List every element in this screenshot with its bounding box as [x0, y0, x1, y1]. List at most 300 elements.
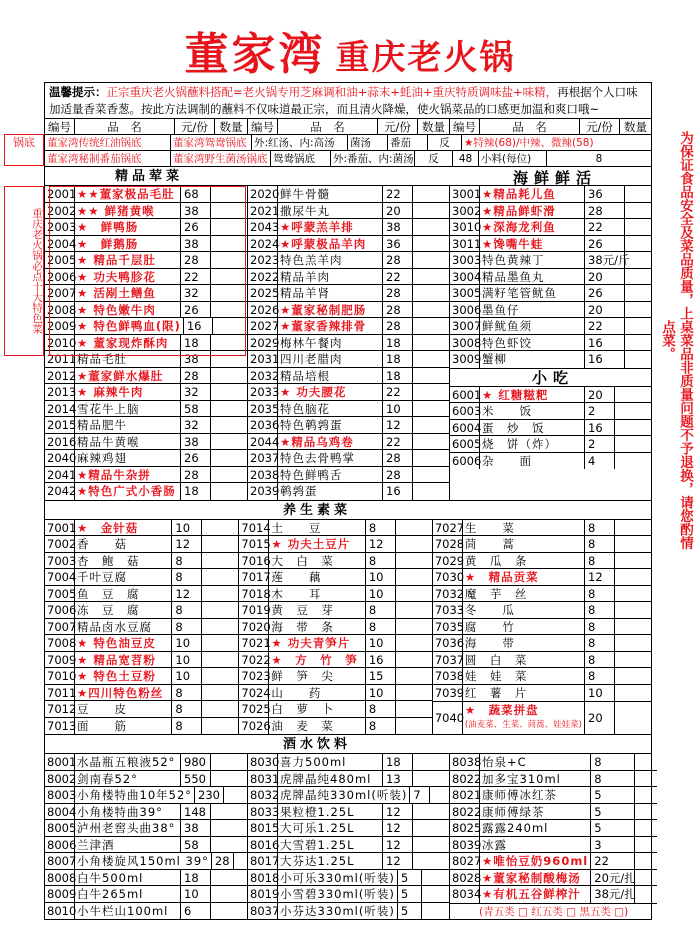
item-qty[interactable] [615, 652, 651, 668]
soup-cell[interactable]: 反 [428, 135, 462, 150]
menu-item-row[interactable] [45, 652, 238, 669]
menu-item-row[interactable] [450, 420, 651, 437]
menu-item-row[interactable] [450, 804, 657, 821]
menu-item-row[interactable] [45, 804, 247, 821]
menu-item-row[interactable] [248, 219, 449, 236]
item-qty[interactable] [635, 820, 657, 836]
item-qty[interactable] [625, 269, 651, 285]
item-price: 58 [181, 837, 211, 853]
item-price: 10 [366, 569, 396, 585]
menu-item-row[interactable] [248, 804, 449, 821]
menu-item-row[interactable] [45, 787, 247, 804]
menu-item-row[interactable] [239, 553, 431, 570]
soup-cell[interactable]: 董家湾野生菌汤锅底 [171, 151, 271, 166]
menu-item-row[interactable] [450, 186, 651, 203]
item-qty[interactable] [202, 685, 238, 701]
menu-item-row[interactable] [45, 886, 247, 903]
header-cell: 元/份 [580, 119, 620, 134]
platter-row[interactable] [433, 701, 651, 734]
item-qty[interactable] [635, 787, 657, 803]
item-qty[interactable] [413, 804, 449, 820]
menu-item-row[interactable] [433, 668, 651, 685]
menu-item-row[interactable] [248, 754, 449, 771]
menu-item-row[interactable] [45, 853, 247, 870]
item-qty[interactable] [615, 702, 651, 734]
menu-item-row[interactable] [45, 718, 238, 735]
item-qty[interactable] [211, 434, 247, 450]
menu-item-row[interactable] [248, 252, 449, 269]
item-qty[interactable] [635, 754, 657, 770]
item-qty[interactable] [211, 384, 247, 400]
menu-item-row[interactable] [239, 586, 431, 603]
item-code: 8030 [250, 755, 280, 769]
menu-item-row[interactable] [450, 886, 657, 903]
menu-item-row[interactable] [248, 401, 449, 418]
item-code: 2015 [47, 418, 77, 432]
item-qty[interactable] [413, 417, 449, 433]
item-price: 550 [181, 771, 211, 787]
item-qty[interactable] [635, 837, 657, 853]
item-qty[interactable] [625, 351, 651, 368]
header-cell: 品 名 [480, 119, 580, 134]
item-qty[interactable] [615, 602, 651, 618]
menu-item-row[interactable] [248, 236, 449, 253]
item-name: 面 筋 [75, 718, 172, 735]
menu-item-row[interactable] [248, 870, 449, 887]
item-price: 5 [398, 903, 422, 920]
item-qty[interactable] [615, 569, 651, 585]
item-qty[interactable] [635, 886, 657, 903]
menu-item-row[interactable] [248, 787, 449, 804]
item-price: 16 [184, 318, 213, 334]
menu-item-row[interactable] [450, 787, 657, 804]
menu-item-row[interactable] [45, 602, 238, 619]
menu-item-row[interactable] [45, 870, 247, 887]
menu-item-row[interactable] [45, 820, 247, 837]
item-qty[interactable] [413, 368, 449, 384]
menu-item-row[interactable] [248, 285, 449, 302]
menu-item-row[interactable] [248, 903, 449, 920]
item-qty[interactable] [202, 619, 238, 635]
item-qty[interactable] [396, 619, 432, 635]
menu-item-row[interactable] [450, 754, 657, 771]
item-price: 10 [366, 635, 396, 651]
menu-item-row[interactable] [239, 701, 431, 718]
soup-cell[interactable]: 董家湾秘制番茄锅底 [45, 151, 171, 166]
item-qty[interactable] [413, 467, 449, 483]
item-code: 7021 [241, 636, 271, 650]
item-code: 3011 [452, 236, 482, 251]
item-qty[interactable] [396, 520, 432, 536]
item-price: 18 [181, 483, 211, 500]
item-qty[interactable] [615, 685, 651, 702]
menu-item-row[interactable] [450, 269, 651, 286]
item-qty[interactable] [625, 285, 651, 301]
item-qty[interactable] [202, 652, 238, 668]
item-price: 26 [181, 219, 211, 235]
item-qty[interactable] [413, 450, 449, 466]
menu-item-row[interactable] [248, 771, 449, 788]
menu-item-row[interactable] [239, 520, 431, 537]
item-code: 6004 [452, 420, 482, 435]
menu-item-row[interactable] [450, 335, 651, 352]
item-name: ★ 功夫腰花 [278, 384, 383, 400]
item-code: 7028 [434, 537, 465, 551]
item-qty[interactable] [202, 553, 238, 569]
item-qty[interactable] [202, 569, 238, 585]
item-qty[interactable] [202, 520, 238, 536]
item-qty[interactable] [430, 787, 449, 803]
menu-item-row[interactable] [45, 553, 238, 570]
menu-item-row[interactable] [248, 853, 449, 870]
item-qty[interactable] [413, 236, 449, 252]
soup-cell[interactable]: 菌汤 [348, 135, 388, 150]
soup-cell[interactable]: ★特辣(68)/中辣、微辣(58) [464, 137, 594, 149]
item-name: 黄 瓜 条 [463, 553, 585, 569]
menu-item-row[interactable] [248, 186, 449, 203]
item-qty[interactable] [625, 203, 651, 219]
header-cell: 数量 [418, 119, 450, 134]
item-qty[interactable] [413, 335, 449, 351]
item-code: 2006 [47, 269, 77, 284]
item-code: 2032 [250, 368, 280, 383]
menu-item-row[interactable] [248, 335, 449, 352]
item-qty[interactable] [625, 236, 651, 252]
item-code: 7012 [47, 702, 77, 716]
menu-item-row[interactable] [45, 434, 247, 451]
item-qty[interactable] [211, 401, 247, 417]
item-qty[interactable] [413, 186, 449, 202]
menu-item-row[interactable] [248, 384, 449, 401]
menu-item-row[interactable] [433, 520, 651, 537]
item-qty[interactable] [615, 619, 651, 635]
item-qty[interactable] [413, 754, 449, 770]
item-qty[interactable] [396, 586, 432, 602]
item-qty[interactable] [396, 652, 432, 668]
item-qty[interactable] [202, 701, 238, 717]
item-qty[interactable] [211, 903, 247, 920]
item-name: 木 耳 [269, 586, 365, 602]
soup-cell[interactable]: 董家湾传统红油锅底 [45, 135, 171, 150]
item-price: 26 [585, 285, 625, 301]
menu-item-row[interactable] [433, 602, 651, 619]
item-qty[interactable] [211, 450, 247, 466]
menu-item-row[interactable] [248, 318, 449, 335]
item-price: 18 [383, 368, 413, 384]
item-qty[interactable] [211, 483, 247, 500]
item-code: 8022 [452, 804, 482, 819]
menu-item-row[interactable] [248, 837, 449, 854]
item-qty[interactable] [615, 453, 651, 470]
menu-item-row[interactable] [248, 203, 449, 220]
header-cell: 品 名 [278, 119, 378, 134]
item-qty[interactable] [625, 335, 651, 351]
menu-item-row[interactable] [248, 417, 449, 434]
item-qty[interactable] [413, 252, 449, 268]
item-name: 四川老腊肉 [278, 351, 383, 367]
menu-item-row[interactable] [450, 236, 651, 253]
menu-item-row[interactable] [45, 586, 238, 603]
item-qty[interactable] [413, 285, 449, 301]
item-code: 2002 [47, 203, 77, 218]
menu-item-row[interactable] [450, 870, 657, 887]
item-qty[interactable] [413, 771, 449, 787]
item-qty[interactable] [413, 318, 449, 334]
item-qty[interactable] [234, 853, 247, 869]
juice-note: (青五类 □ 红五类 □ 黑五类 □) [450, 903, 657, 920]
menu-item-row[interactable] [45, 536, 238, 553]
menu-item-row[interactable] [433, 652, 651, 669]
soup-cell[interactable]: 鸳鸯锅底 [271, 151, 331, 166]
menu-item-row[interactable] [433, 619, 651, 636]
menu-item-row[interactable] [239, 536, 431, 553]
item-price: 68 [181, 186, 211, 202]
menu-item-row[interactable] [248, 434, 449, 451]
item-name: 杏 鲍 菇 [75, 553, 172, 569]
item-qty[interactable] [396, 635, 432, 651]
menu-item-row[interactable] [450, 403, 651, 420]
item-qty[interactable] [211, 870, 247, 886]
item-qty[interactable] [625, 318, 651, 334]
menu-item-row[interactable] [433, 586, 651, 603]
menu-item-row[interactable] [433, 569, 651, 586]
menu-item-row[interactable] [248, 483, 449, 500]
item-price: 8 [585, 652, 615, 668]
item-qty[interactable] [615, 403, 651, 419]
menu-item-row[interactable] [248, 467, 449, 484]
menu-item-row[interactable] [45, 569, 238, 586]
item-qty[interactable] [625, 302, 651, 318]
item-code: 2037 [250, 451, 280, 465]
item-code: 7038 [434, 669, 465, 683]
item-qty[interactable] [615, 553, 651, 569]
soup-cell[interactable]: 董家湾鸳鸯锅底 [171, 135, 252, 150]
menu-item-row[interactable] [45, 903, 247, 920]
menu-item-row[interactable] [45, 754, 247, 771]
item-qty[interactable] [211, 771, 247, 787]
item-qty[interactable] [413, 401, 449, 417]
menu-item-row[interactable] [45, 401, 247, 418]
menu-item-row[interactable] [248, 269, 449, 286]
item-qty[interactable] [615, 436, 651, 452]
item-code: 8019 [250, 887, 280, 901]
item-qty[interactable] [625, 252, 651, 268]
item-qty[interactable] [396, 668, 432, 684]
item-name: 麻辣鸡翅 [75, 450, 181, 466]
menu-item-row[interactable] [248, 351, 449, 368]
item-qty[interactable] [615, 586, 651, 602]
menu-item-row[interactable] [239, 619, 431, 636]
menu-item-row[interactable] [433, 536, 651, 553]
menu-item-row[interactable] [45, 467, 247, 484]
item-code: 8027 [452, 854, 482, 868]
item-qty[interactable] [396, 569, 432, 585]
menu-item-row[interactable] [239, 635, 431, 652]
item-name: ★ 功夫青笋片 [269, 635, 365, 651]
item-qty[interactable] [396, 553, 432, 569]
item-price: 8 [172, 602, 202, 618]
item-qty[interactable] [202, 668, 238, 684]
menu-item-row[interactable] [239, 652, 431, 669]
menu-item-row[interactable] [450, 453, 651, 470]
menu-item-row[interactable] [248, 820, 449, 837]
menu-item-row[interactable] [45, 701, 238, 718]
menu-item-row[interactable] [45, 668, 238, 685]
menu-item-row[interactable] [45, 771, 247, 788]
item-code: 2008 [47, 302, 77, 317]
menu-item-row[interactable] [239, 718, 431, 735]
item-qty[interactable] [615, 635, 651, 651]
side-note: 为保证食品安全及菜品质量，上桌菜品非质量问题不予退换，请您酌情点菜。 [659, 130, 693, 550]
item-qty[interactable] [413, 820, 449, 836]
menu-item-row[interactable] [450, 837, 657, 854]
item-code: 2039 [250, 484, 280, 498]
item-qty[interactable] [396, 602, 432, 618]
item-name: 海 带 条 [269, 619, 365, 635]
item-qty[interactable] [211, 804, 247, 820]
menu-item-row[interactable] [45, 384, 247, 401]
menu-item-row[interactable] [45, 685, 238, 702]
menu-item-row[interactable] [248, 450, 449, 467]
menu-item-row[interactable] [450, 387, 651, 404]
menu-item-row[interactable] [45, 619, 238, 636]
menu-item-row[interactable] [45, 417, 247, 434]
item-qty[interactable] [211, 754, 247, 770]
item-price: 28 [383, 318, 413, 334]
item-name: 精品羊肾 [278, 285, 383, 301]
item-qty[interactable] [202, 536, 238, 552]
menu-item-row[interactable] [45, 450, 247, 467]
item-qty[interactable] [625, 186, 651, 202]
item-name: ★馋嘴牛蛙 [480, 236, 585, 252]
item-qty[interactable] [211, 886, 247, 902]
item-qty[interactable] [413, 351, 449, 367]
item-code: 2007 [47, 286, 77, 300]
item-name: 海 带 [463, 635, 585, 651]
menu-item-row[interactable] [433, 685, 651, 702]
menu-item-row[interactable] [239, 569, 431, 586]
item-price: 16 [585, 351, 625, 368]
item-code: 3007 [452, 319, 482, 333]
item-qty[interactable] [413, 302, 449, 318]
item-qty[interactable] [413, 384, 449, 400]
item-name: 满籽笔管鱿鱼 [480, 285, 585, 301]
menu-item-row[interactable] [45, 635, 238, 652]
soup-cell[interactable]: 小料(每位) [479, 151, 547, 166]
item-qty[interactable] [635, 804, 657, 820]
item-qty[interactable] [635, 870, 657, 886]
item-qty[interactable] [635, 853, 657, 869]
menu-item-row[interactable] [45, 483, 247, 500]
item-qty[interactable] [211, 417, 247, 433]
item-qty[interactable] [422, 870, 449, 886]
item-qty[interactable] [615, 536, 651, 552]
item-qty[interactable] [413, 837, 449, 853]
item-qty[interactable] [211, 467, 247, 483]
item-qty[interactable] [625, 219, 651, 235]
item-qty[interactable] [224, 787, 247, 803]
item-price: 18 [181, 335, 211, 351]
item-qty[interactable] [615, 387, 651, 403]
menu-item-row[interactable] [450, 252, 651, 269]
menu-item-row[interactable] [239, 668, 431, 685]
item-qty[interactable] [202, 718, 238, 735]
menu-item-row[interactable] [433, 635, 651, 652]
item-qty[interactable] [202, 635, 238, 651]
menu-item-row[interactable] [450, 285, 651, 302]
item-name: 蛋 炒 饭 [480, 420, 585, 436]
menu-item-row[interactable] [239, 602, 431, 619]
header-cell: 编号 [45, 119, 75, 134]
item-qty[interactable] [422, 903, 449, 920]
menu-item-row[interactable] [450, 853, 657, 870]
menu-item-row[interactable] [45, 368, 247, 385]
item-qty[interactable] [413, 219, 449, 235]
menu-item-row[interactable] [450, 302, 651, 319]
item-price: 3 [591, 837, 635, 853]
item-qty[interactable] [396, 536, 432, 552]
menu-item-row[interactable] [433, 553, 651, 570]
menu-item-row[interactable] [450, 219, 651, 236]
soup-cell[interactable]: 番茄 [388, 135, 428, 150]
item-qty[interactable] [422, 886, 449, 902]
item-code: 3005 [452, 286, 482, 300]
item-qty[interactable] [202, 602, 238, 618]
menu-item-row[interactable] [450, 820, 657, 837]
item-qty[interactable] [635, 771, 657, 787]
item-qty[interactable] [615, 520, 651, 536]
item-qty[interactable] [202, 586, 238, 602]
menu-item-row[interactable] [450, 318, 651, 335]
menu-item-row[interactable] [45, 520, 238, 537]
menu-item-row[interactable] [450, 436, 651, 453]
item-price: 18 [383, 351, 413, 367]
item-qty[interactable] [413, 853, 449, 869]
menu-item-row[interactable] [450, 203, 651, 220]
item-name: 剑南春52° [75, 771, 181, 787]
item-price: 8 [366, 520, 396, 536]
item-code: 7026 [241, 718, 271, 733]
item-code: 7007 [47, 619, 77, 634]
item-qty[interactable] [413, 203, 449, 219]
item-code: 3006 [452, 302, 482, 317]
menu-item-row[interactable] [450, 351, 651, 368]
menu-item-row[interactable] [450, 771, 657, 788]
item-qty[interactable] [396, 718, 432, 735]
menu-item-row[interactable] [248, 886, 449, 903]
item-qty[interactable] [211, 820, 247, 836]
menu-item-row[interactable] [45, 837, 247, 854]
item-qty[interactable] [615, 420, 651, 436]
item-qty[interactable] [413, 483, 449, 500]
menu-item-row[interactable] [239, 685, 431, 702]
item-qty[interactable] [413, 269, 449, 285]
item-qty[interactable] [413, 434, 449, 450]
item-qty[interactable] [211, 837, 247, 853]
item-code: 7027 [434, 520, 465, 535]
item-qty[interactable] [615, 668, 651, 684]
item-name: 虎牌晶纯480ml [278, 771, 383, 787]
item-qty[interactable] [211, 368, 247, 384]
item-name: ★ 精品千层肚 [75, 252, 181, 268]
menu-item-row[interactable] [248, 302, 449, 319]
menu-item-row[interactable] [248, 368, 449, 385]
item-price: 10 [366, 685, 396, 701]
item-qty[interactable] [396, 701, 432, 717]
item-price: 38 [181, 236, 211, 252]
soup-cell[interactable]: 反 [415, 151, 453, 166]
item-qty[interactable] [396, 685, 432, 701]
